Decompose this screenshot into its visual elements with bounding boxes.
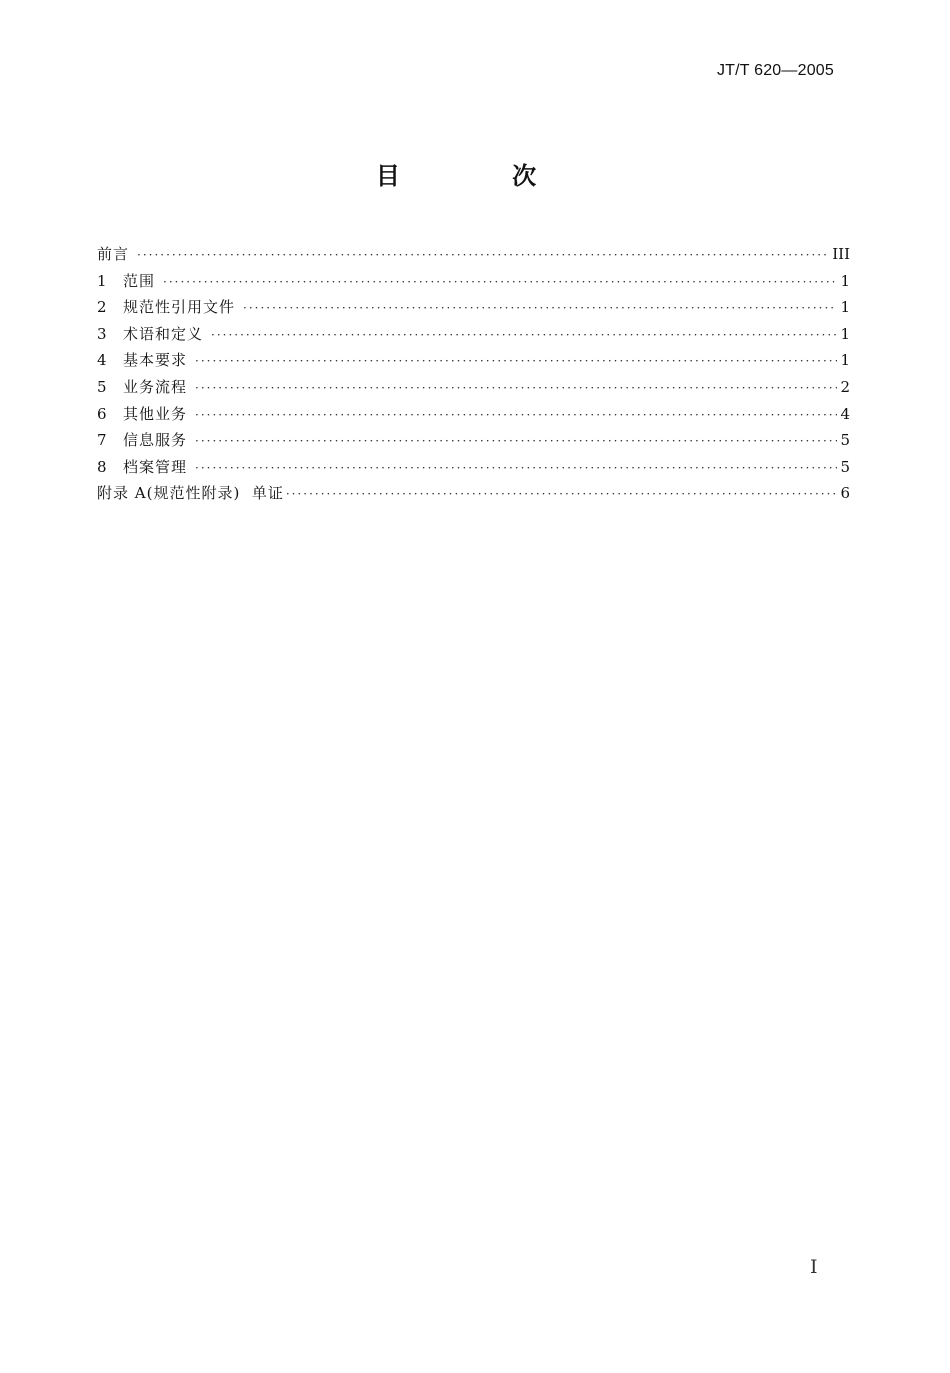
- toc-dot-leader: [137, 242, 829, 269]
- toc-entry-number: 1: [97, 271, 107, 290]
- toc-entry-page: III: [832, 245, 850, 263]
- toc-entry-terms-definitions[interactable]: [97, 321, 850, 348]
- toc-entry-number: 7: [97, 431, 107, 450]
- toc-entry-text: 范围: [123, 271, 156, 290]
- page-number: I: [810, 1256, 818, 1278]
- toc-entry-archive-management[interactable]: [97, 454, 850, 481]
- table-of-contents: [97, 241, 850, 507]
- toc-entry-page: 5: [840, 431, 850, 450]
- toc-entry-text: 基本要求: [123, 351, 188, 370]
- toc-dot-leader: [243, 295, 837, 322]
- toc-entry-page: 1: [840, 351, 850, 370]
- toc-dot-leader: [211, 322, 837, 349]
- toc-entry-information-service[interactable]: [97, 427, 850, 454]
- toc-entry-text: 档案管理: [123, 457, 188, 476]
- toc-entry-page: 4: [840, 404, 850, 423]
- toc-dot-leader: [195, 402, 837, 429]
- page-title: 目 次: [375, 162, 589, 190]
- toc-entry-number: 3: [97, 324, 107, 343]
- toc-entry-number: 8: [97, 457, 107, 476]
- toc-entry-page: 1: [840, 298, 850, 317]
- toc-entry-scope[interactable]: [97, 268, 850, 295]
- toc-entry-text: 其他业务: [123, 404, 188, 423]
- toc-dot-leader: [163, 269, 837, 296]
- toc-entry-number: 5: [97, 377, 107, 396]
- toc-entry-text: 术语和定义: [123, 324, 204, 343]
- toc-entry-text: 规范性引用文件: [123, 298, 236, 317]
- toc-entry-business-process[interactable]: [97, 374, 850, 401]
- toc-dot-leader: [195, 455, 837, 482]
- toc-entry-number: 6: [97, 404, 107, 423]
- toc-entry-page: 1: [840, 324, 850, 343]
- toc-entry-page: 6: [840, 484, 850, 503]
- toc-entry-text: 业务流程: [123, 377, 188, 396]
- toc-entry-text: 附录 A(规范性附录) 单证: [97, 484, 284, 503]
- toc-entry-appendix-a[interactable]: [97, 480, 850, 507]
- toc-entry-preface[interactable]: [97, 241, 850, 268]
- toc-entry-page: 1: [840, 271, 850, 290]
- toc-entry-other-business[interactable]: [97, 401, 850, 428]
- toc-entry-page: 5: [840, 457, 850, 476]
- toc-dot-leader: [195, 428, 837, 455]
- toc-dot-leader: [195, 348, 837, 375]
- standard-code: JT/T 620—2005: [716, 62, 834, 79]
- toc-entry-text: 前言: [97, 245, 130, 263]
- toc-entry-number: 4: [97, 351, 107, 370]
- toc-dot-leader: [286, 481, 837, 508]
- toc-entry-normative-references[interactable]: [97, 294, 850, 321]
- toc-entry-page: 2: [840, 377, 850, 396]
- toc-entry-number: 2: [97, 298, 107, 317]
- toc-dot-leader: [195, 375, 837, 402]
- toc-entry-text: 信息服务: [123, 431, 188, 450]
- toc-entry-basic-requirements[interactable]: [97, 347, 850, 374]
